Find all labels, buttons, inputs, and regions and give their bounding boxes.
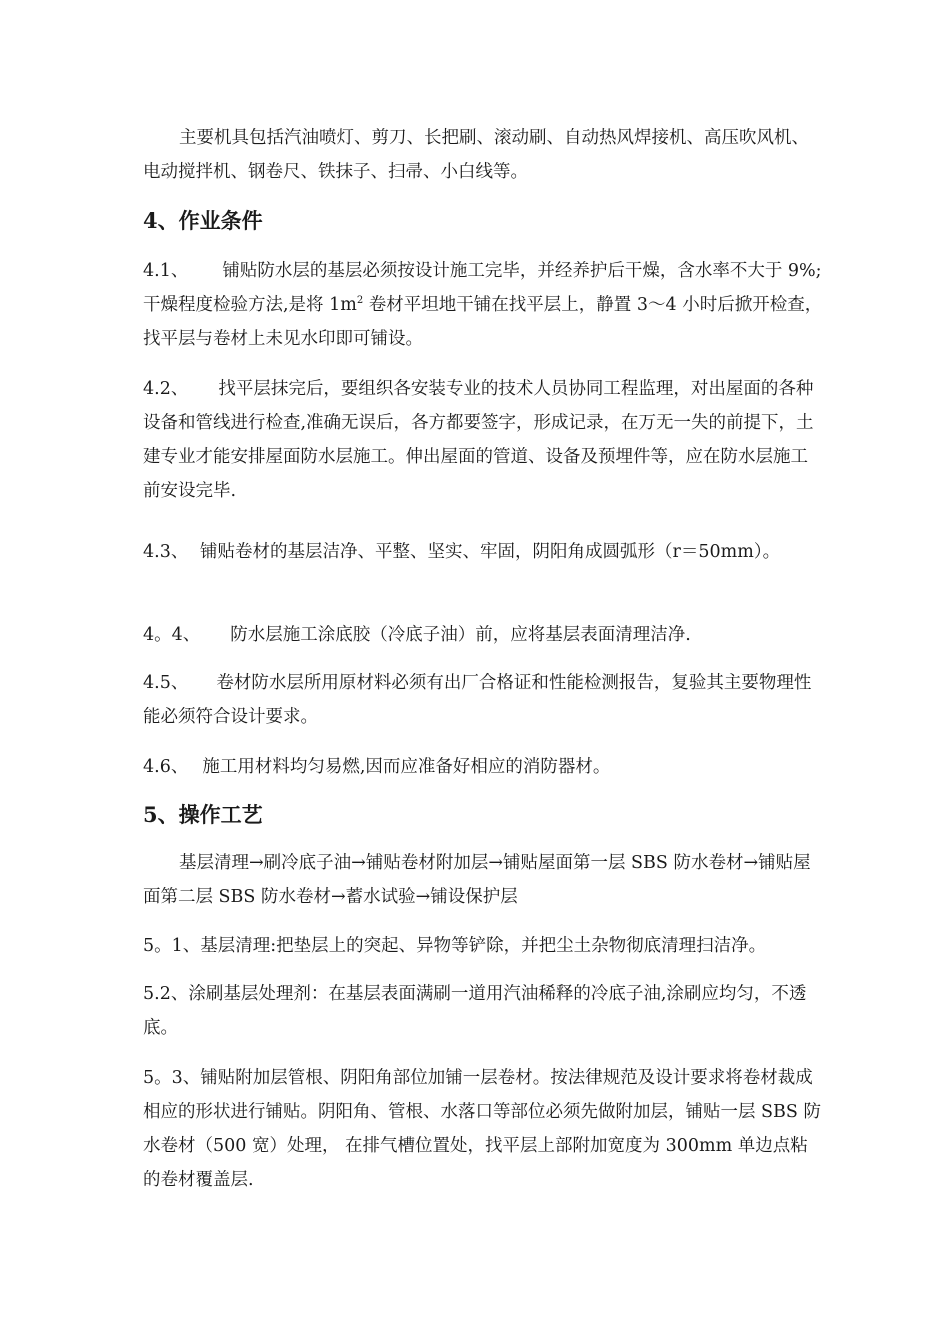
item-4-2-text: 找平层抹完后，要组织各安装专业的技术人员协同工程监理，对出屋面的各种设备和管线进行检查,准确无误后，各方都要签字，形成记录，在万无一失的前提下，土建专业才能安排屋面防水层施工。伸出屋面的管道、设备及预埋件等，应在防水层施工前安设完毕. (143, 379, 814, 501)
item-4-3-number: 4.3、 (143, 542, 189, 562)
item-5-1 (143, 929, 823, 963)
item-5-3-text: 铺贴附加层管根、阴阳角部位加铺一层卷材。按法律规范及设计要求将卷材裁成相应的形状进行铺贴。阴阳角、管根、水落口等部位必须先做附加层，铺贴一层 SBS 防水卷材（500 宽）处理， 在排气槽位置处，找平层上部附加宽度为 300mm 单边点粘的卷材覆盖层. (143, 1068, 821, 1190)
process-flow: 基层清理→刷冷底子油→铺贴卷材附加层→铺贴屋面第一层 SBS 防水卷材→铺贴屋面第二层 SBS 防水卷材→蓄水试验→铺设保护层 (143, 853, 811, 907)
item-5-3-number: 5。3、 (143, 1068, 201, 1088)
item-4-2-number: 4.2、 (143, 379, 189, 399)
item-4-4-text: 防水层施工涂底胶（冷底子油）前，应将基层表面清理洁净. (230, 625, 691, 645)
intro-paragraph: 主要机具包括汽油喷灯、剪刀、长把刷、滚动刷、自动热风焊接机、高压吹风机、电动搅拌机、钢卷尺、铁抹子、扫帚、小白线等。 (143, 128, 809, 182)
item-4-2 (143, 372, 823, 508)
item-4-1-text-b: 卷材平坦地干铺在找平层上，静置 3～4 小时后掀开检查，找平层与卷材上未见水印即可铺设。 (143, 295, 823, 349)
section-5-heading: 5、操作工艺 (143, 802, 263, 827)
item-4-6-text: 施工用材料均匀易燃,因而应准备好相应的消防器材。 (202, 757, 611, 777)
item-4-1 (143, 254, 823, 356)
item-4-5-number: 4.5、 (143, 673, 189, 693)
item-5-2-number: 5.2、 (143, 984, 189, 1004)
item-5-2 (143, 977, 823, 1045)
item-5-1-text: 基层清理:把垫层上的突起、异物等铲除，并把尘土杂物彻底清理扫洁净。 (200, 936, 767, 956)
item-4-6 (143, 750, 823, 784)
item-4-3-text: 铺贴卷材的基层洁净、平整、坚实、牢固，阴阳角成圆弧形（r＝50mm）。 (200, 542, 781, 562)
item-4-5-text: 卷材防水层所用原材料必须有出厂合格证和性能检测报告，复验其主要物理性能必须符合设计要求。 (143, 673, 812, 727)
item-5-3 (143, 1061, 823, 1197)
section-4-heading: 4、作业条件 (143, 208, 263, 233)
item-5-1-number: 5。1、 (143, 936, 201, 956)
item-4-4-number: 4。4、 (143, 625, 201, 645)
item-4-1-text-a: 铺贴防水层的基层必须按设计施工完毕，并经养护后干燥，含水率不大于 9%;干燥程度检验方法,是将 1m (143, 261, 822, 315)
item-4-1-number: 4.1、 (143, 261, 189, 281)
item-4-6-number: 4.6、 (143, 757, 189, 777)
item-4-4 (143, 618, 823, 652)
item-4-1-superscript: 2 (356, 295, 364, 307)
item-5-2-text: 涂刷基层处理剂：在基层表面满刷一道用汽油稀释的冷底子油,涂刷应均匀，不透底。 (143, 984, 807, 1038)
item-4-5 (143, 666, 823, 734)
